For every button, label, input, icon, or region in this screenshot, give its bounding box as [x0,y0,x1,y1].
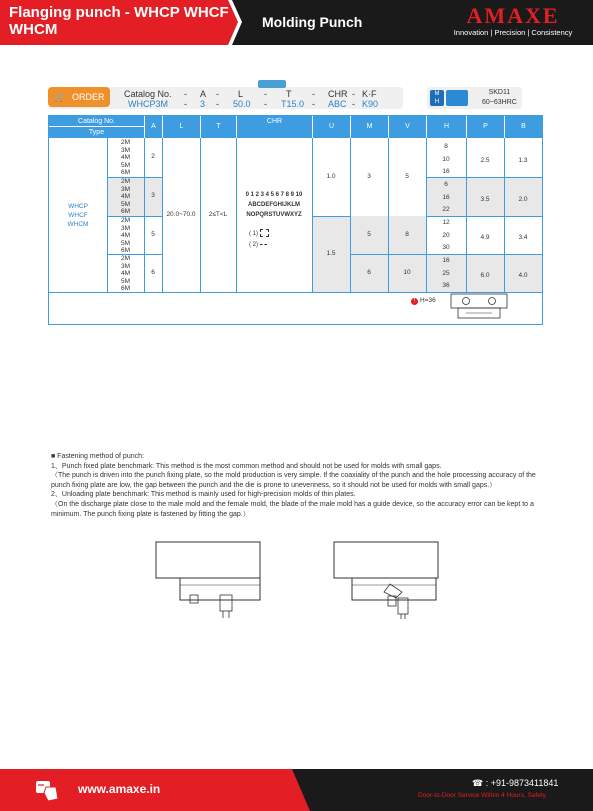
website-link[interactable]: www.amaxe.in [78,782,161,796]
fastening-title: ■ Fastening method of punch: [51,453,144,460]
grid-line [312,216,350,217]
order-label: ORDER [72,92,105,102]
h-value: 22 [442,206,450,214]
p-value: 3.5 [480,196,490,203]
sep: - [312,89,315,99]
size-6m: 6M [120,208,131,216]
chr-letters-2: NOPQRSTUVWXYZ [246,212,302,218]
size-2m: 2M [120,139,131,146]
field-name-t: T [286,89,292,99]
material-m-icon: M H [430,90,444,106]
brand-logo [440,4,586,38]
a-value: 3 [151,192,155,199]
size-group [107,217,144,255]
col-u: U [312,116,350,138]
h-value: 6 [444,181,448,188]
chr-charset [236,190,312,220]
sep: - [184,89,187,99]
col-v: V [388,116,426,138]
b-value: 3.4 [518,234,528,241]
col-a: A [144,116,162,138]
type-whcf: WHCF [68,212,88,219]
fastening-p1: 1、Punch fixed plate benchmark: This method is the most common method and should not be used for molds with small gaps. [51,462,442,470]
catalog-value: WHCP3M [128,99,168,109]
sep: - [184,99,187,109]
sep: - [352,99,355,109]
chr-letters-1: ABCDEFGHIJKLM [248,202,300,208]
brand-name: AMAXE [466,3,560,28]
size-4m: 4M [120,270,131,278]
col-chr: CHR [236,116,312,138]
type-list [49,202,107,229]
h-value: 10 [442,155,450,163]
fastening-section [51,452,541,519]
grid-line [504,138,505,292]
p-value: 2.5 [480,157,490,164]
chr-option-1 [249,229,289,240]
size-group [107,139,144,177]
v-value: 10 [403,269,411,276]
col-h: H [426,116,466,138]
a-value: 5 [151,231,155,238]
chr-digits: 0 1 2 3 4 5 6 7 8 9 10 [245,192,303,198]
field-name-chr: CHR [328,89,348,99]
type-whcp: WHCP [68,203,88,210]
field-name-l: L [238,89,244,99]
v-value: 5 [405,173,409,180]
page-title: Flanging punch - WHCP WHCF WHCM [9,4,229,38]
h-value: 36 [442,282,450,290]
size-4m: 4M [120,193,131,201]
field-value-l: 50.0 [233,99,251,109]
unloading-plate-diagram [330,540,445,620]
col-p: P [466,116,504,138]
h-group [426,179,466,217]
grid-line [107,177,162,178]
chr-options [249,229,289,251]
size-group [107,178,144,216]
h-value: 16 [442,193,450,201]
grid-line [426,254,542,255]
h-value: 30 [442,244,450,252]
brand-tagline: Innovation | Precision | Consistency [453,28,573,37]
page-subtitle: Molding Punch [262,14,363,30]
col-catalog: Catalog No. [49,116,144,127]
phone-icon: ☎ [472,778,484,788]
size-2m: 2M [120,178,131,185]
a-value: 2 [151,153,155,160]
type-whcm: WHCM [67,221,89,228]
dashed-line-icon [260,244,267,245]
h-group [426,141,466,179]
phone-number-text: +91-9873411841 [490,778,559,788]
m-value: 5 [367,231,371,238]
order-tag [258,80,286,88]
col-l: L [162,116,200,138]
size-2m: 2M [120,255,131,262]
chr-option-1-label: ( 1) [249,231,258,237]
h-value: 12 [442,219,450,226]
h-value: 20 [442,231,450,239]
col-b: B [504,116,542,138]
m-value: 6 [367,269,371,276]
sep: - [312,99,315,109]
field-value-kf: K90 [362,99,379,109]
punch-mini-drawing [448,293,510,323]
size-3m: 3M [120,262,131,270]
field-value-t: T15.0 [281,99,305,109]
material-info [482,88,517,108]
grid-line [426,216,542,217]
chr-option-2-label: ( 2) [249,242,258,248]
size-3m: 3M [120,146,131,154]
m-value: 3 [367,173,371,180]
col-type: Type [49,127,144,138]
b-value: 1.3 [518,157,528,164]
h-group [426,255,466,293]
u-value: 1.0 [326,173,336,180]
sep: - [264,99,267,109]
punch-fixed-plate-diagram [150,540,265,620]
h-value: 8 [444,143,448,150]
grid-line [107,254,162,255]
grid-line [312,138,313,292]
grid-line [426,138,427,292]
material-hardness: 60~63HRC [482,99,517,106]
grid-line [426,177,542,178]
size-5m: 5M [120,277,131,285]
field-name-kf: K·F [362,89,377,99]
grid-line [162,138,163,292]
table-note [411,297,436,305]
field-name-a: A [200,89,207,99]
size-4m: 4M [120,154,131,162]
warning-icon: ! [411,298,418,305]
h-value: 25 [442,269,450,277]
size-5m: 5M [120,239,131,247]
grid-line [107,216,162,217]
size-5m: 5M [120,161,131,169]
fastening-p3: 2、Unloading plate benchmark: This method is mainly used for high-precision molds of thin plates. [51,491,356,499]
grid-line [350,254,426,255]
p-value: 4.9 [480,234,490,241]
grid-line [144,138,145,292]
field-value-a: 3 [200,99,206,109]
sep: - [216,99,219,109]
material-h-icon [446,90,468,106]
table-note-text: H=36 [420,297,436,304]
size-6m: 6M [120,169,131,177]
col-m: M [350,116,388,138]
grid-line [388,138,389,292]
fastening-p4: （On the discharge plate close to the male mold and the female mold, the blade of the male mold has a guide device, so the accuracy error can be kept to a minimum. The punch fixing plate is fastened by fitting the gap.） [51,500,534,518]
chr-option-2 [249,240,289,251]
size-3m: 3M [120,224,131,232]
dashed-box-icon [260,229,269,237]
phone-number[interactable]: ☎ : +91-9873411841 [472,778,559,788]
order-badge [48,87,110,107]
grid-line [200,138,201,292]
l-range: 20.0~70.0 [166,211,196,218]
cart-icon: 🛒 [54,92,66,102]
footer-slogan: Door-to-Door Service Within 4 Hours, Safety [418,792,546,799]
field-value-chr: ABC [328,99,347,109]
grid-line [350,138,351,292]
grid-line [236,138,237,292]
size-6m: 6M [120,247,131,255]
a-value: 6 [151,269,155,276]
b-value: 2.0 [518,196,528,203]
u-value: 1.5 [326,250,336,257]
sep: - [216,89,219,99]
fastening-p2: （The punch is driven into the punch fixing plate, so the mold production is very simple. If the coaxiality of the punch and the hole processing accuracy of the punch fixing plate are low, the gap between the punch and the die is prone to unevenness, so it should not be used for molds with small gaps.） [51,472,536,489]
size-5m: 5M [120,200,131,208]
t-range: 2≤T<L [208,211,228,218]
sep: - [264,89,267,99]
size-6m: 6M [120,285,131,293]
size-group [107,255,144,293]
click-hand-icon [34,777,62,803]
h-group [426,217,466,255]
size-2m: 2M [120,217,131,224]
h-value: 16 [442,168,450,176]
sep: - [352,89,355,99]
material-name: SKD11 [488,89,511,96]
b-value: 4.0 [518,272,528,279]
grid-line [466,138,467,292]
p-value: 6.0 [480,272,490,279]
size-4m: 4M [120,232,131,240]
h-value: 16 [442,257,450,264]
col-t: T [200,116,236,138]
v-value: 8 [405,231,409,238]
catalog-label: Catalog No. [124,89,172,99]
grid-line [107,138,108,292]
size-3m: 3M [120,185,131,193]
